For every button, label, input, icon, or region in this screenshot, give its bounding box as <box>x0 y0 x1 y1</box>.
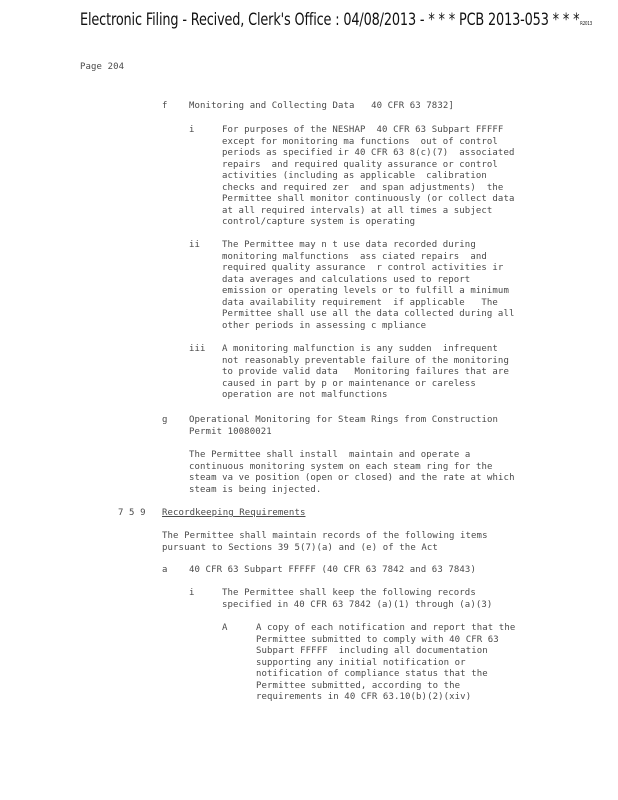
text-line: continuous monitoring system on each steam ring for the <box>189 461 493 472</box>
text-line: repairs and required quality assurance or control <box>222 159 498 170</box>
text-line: data averages and calculations used to report <box>222 274 471 285</box>
item-f-i-marker: i <box>189 125 195 135</box>
text-line: Permittee shall monitor continuously (or collect data <box>222 194 515 204</box>
text-line: The Permittee shall install maintain and operate a <box>189 450 471 460</box>
text-line: For purposes of the NESHAP 40 CFR 63 Subpart FFFFF <box>222 125 504 135</box>
text-line: at all required intervals) at all times a subject <box>222 205 493 216</box>
text-line: notification of compliance status that the <box>256 669 488 679</box>
item-a-marker: a <box>162 565 168 575</box>
text-line: A monitoring malfunction is any sudden infrequent <box>222 344 498 354</box>
text-line: data availability requirement if applicable The <box>222 297 498 308</box>
item-f-marker: f <box>162 101 168 111</box>
text-line: other periods in assessing c mpliance <box>222 320 427 331</box>
text-line: emission or operating levels or to fulfill a minimum <box>222 286 509 296</box>
text-line: to provide valid data Monitoring failures that are <box>222 367 509 377</box>
item-f-heading: Monitoring and Collecting Data 40 CFR 63 7832] <box>189 101 454 111</box>
item-g-marker: g <box>162 415 168 425</box>
text-line: Permittee shall use all the data collected during all <box>222 309 515 319</box>
text-line: Subpart FFFFF including all documentation <box>256 646 488 656</box>
page-label: Page 204 <box>80 62 125 72</box>
text-line: steam va ve position (open or closed) and the rate at which <box>189 473 515 483</box>
filing-stamp-text: Electronic Filing - Recived, Clerk's Office : 04/08/2013 - * * * PCB 2013-053 * * * <box>80 10 580 29</box>
text-line: Operational Monitoring for Steam Rings from Construction <box>189 415 499 425</box>
section-title: Recordkeeping Requirements <box>162 508 306 518</box>
text-line: The Permittee shall keep the following records <box>222 588 476 598</box>
text-line: not reasonably preventable failure of the monitoring <box>222 355 509 366</box>
text-line: checks and required zer and span adjustments) the <box>222 182 504 193</box>
text-line: The Permittee shall maintain records of the following items <box>162 531 488 541</box>
item-a-i-marker: i <box>189 588 195 598</box>
section-number: 7 5 9 <box>118 508 146 518</box>
text-line: operation are not malfunctions <box>222 390 388 400</box>
item-f-ii-marker: ii <box>189 240 201 250</box>
text-line: Permit 10080021 <box>189 426 272 437</box>
item-a-heading: 40 CFR 63 Subpart FFFFF (40 CFR 63 7842 and 63 7843) <box>189 565 476 575</box>
text-line: Permittee submitted, according to the <box>256 680 461 691</box>
item-f-iii-marker: iii <box>189 344 206 354</box>
text-line: The Permittee may n t use data recorded during <box>222 240 476 250</box>
text-line: Permittee submitted to comply with 40 CFR 63 <box>256 634 499 645</box>
text-line: activities (including as applicable calibration <box>222 171 487 181</box>
text-line: monitoring malfunctions ass ciated repairs and <box>222 251 487 262</box>
text-line: steam is being injected. <box>189 484 322 495</box>
text-line: control/capture system is operating <box>222 217 416 227</box>
text-line: except for monitoring ma functions out of control <box>222 136 498 147</box>
text-line: A copy of each notification and report that the <box>256 623 516 633</box>
text-line: required quality assurance r control activities ir <box>222 263 504 273</box>
text-line: caused in part by p or maintenance or careless <box>222 378 476 389</box>
text-line: specified in 40 CFR 63 7842 (a)(1) through (a)(3) <box>222 599 493 610</box>
text-line: pursuant to Sections 39 5(7)(a) and (e) of the Act <box>162 542 438 553</box>
filing-stamp-tiny: R2013 <box>580 21 593 27</box>
filing-stamp-header <box>80 10 593 40</box>
text-line: periods as specified ir 40 CFR 63 8(c)(7) associated <box>222 148 515 158</box>
item-A-marker: A <box>222 623 228 633</box>
text-line: supporting any initial notification or <box>256 657 466 668</box>
text-line: requirements in 40 CFR 63.10(b)(2)(xiv) <box>256 692 472 702</box>
